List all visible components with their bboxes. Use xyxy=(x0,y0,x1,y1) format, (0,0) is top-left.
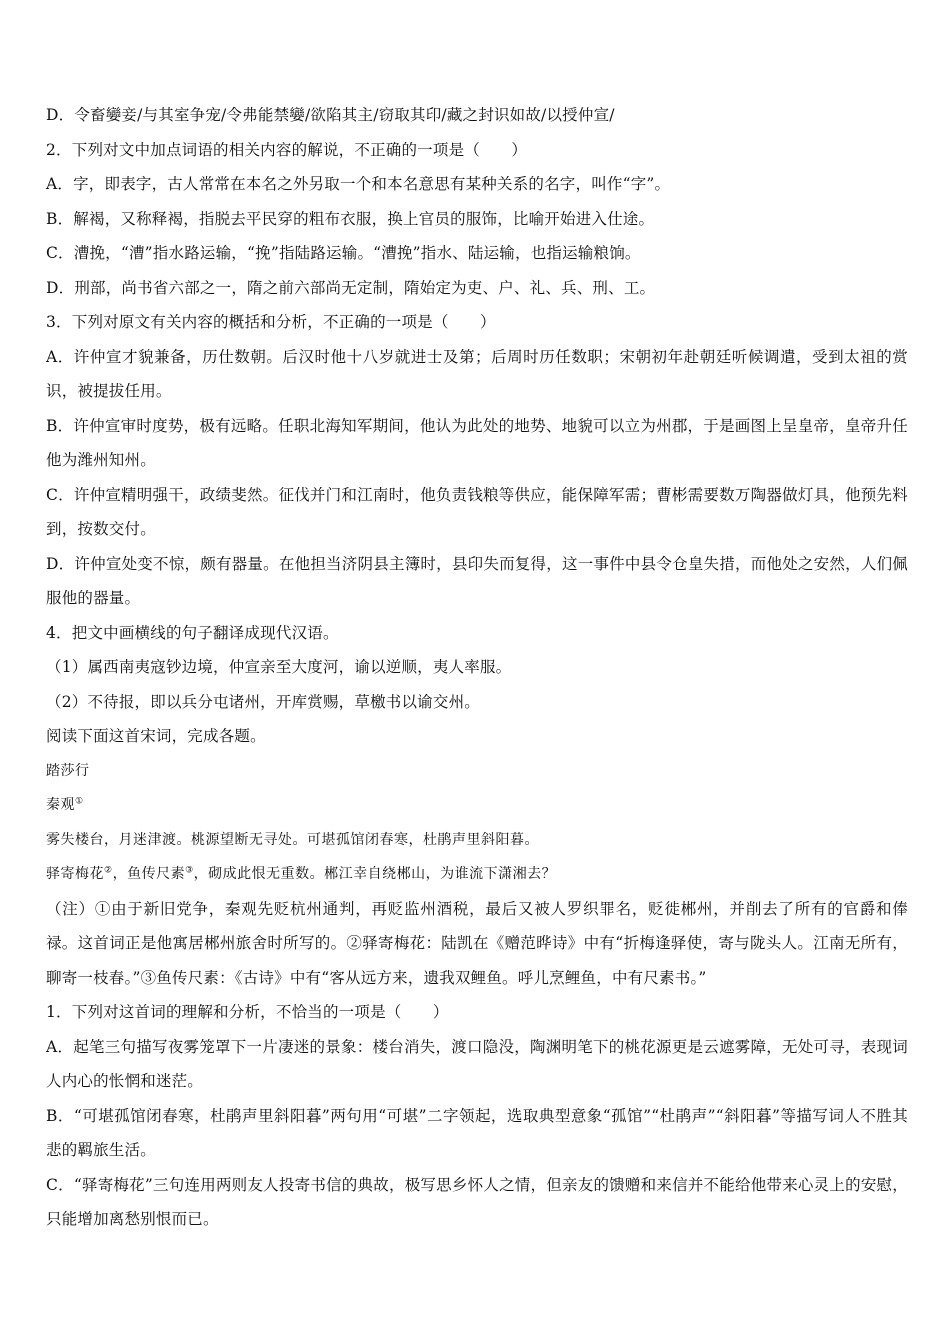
q4-item-2: （2）不待报，即以兵分屯诸州，开库赏赐，草檄书以谕交州。 xyxy=(46,692,480,711)
poem-annotation: （注）①由于新旧党争，秦观先贬杭州通判，再贬监州酒税，最后又被人罗织罪名，贬徙郴州，并削去了所有的官爵和俸禄。这首词正是他寓居郴州旅舍时所写的。②驿寄梅花：陆凯在《赠范晔诗》中有“折梅逢驿使，寄与陇头人。江南无所有，聊寄一枝春。”③鱼传尺素：《古诗》中有“客从远方来，遗我双鲤鱼。呼儿烹鲤鱼，中有尺素书。” xyxy=(46,899,908,987)
author-note-mark: ① xyxy=(75,796,84,807)
poem-author-line xyxy=(46,788,908,823)
q2-option-d: D．刑部，尚书省六部之一，隋之前六部尚无定制，隋始定为吏、户、礼、兵、刑、工。 xyxy=(46,278,656,297)
q3-option-b: B．许仲宣审时度势，极有远略。任职北海知军期间，他认为此处的地势、地貌可以立为州郡，于是画图上呈皇帝，皇帝升任他为潍州知州。 xyxy=(46,416,908,469)
q3-option-c: C．许仲宣精明强干，政绩斐然。征伐并门和江南时，他负责钱粮等供应，能保障军需；曹彬需要数万陶器做灯具，他预先料到，按数交付。 xyxy=(46,485,908,538)
q3-option-d: D．许仲宣处变不惊，颇有器量。在他担当济阴县主簿时，县印失而复得，这一事件中县令仓皇失措，而他处之安然，人们佩服他的器量。 xyxy=(46,554,908,607)
q2-stem: 2．下列对文中加点词语的相关内容的解说，不正确的一项是（ ） xyxy=(46,140,528,159)
poem-line-1: 雾失楼台，月迷津渡。桃源望断无寻处。可堪孤馆闭春寒，杜鹃声里斜阳暮。 xyxy=(46,831,539,848)
q3-option-a: A．许仲宣才貌兼备，历仕数朝。后汉时他十八岁就进士及第；后周时历任数职；宋朝初年赴朝廷听候调遣，受到太祖的赏识，被提拔任用。 xyxy=(46,347,908,400)
poem-q1-stem: 1．下列对这首词的理解和分析，不恰当的一项是（ ） xyxy=(46,1003,449,1021)
poem-line-2-text-a: 驿寄梅花 xyxy=(46,866,104,882)
q3-stem: 3．下列对原文有关内容的概括和分析，不正确的一项是（ ） xyxy=(46,313,496,331)
q2-option-c: C．漕挽，“漕”指水路运输，“挽”指陆路运输。“漕挽”指水、陆运输，也指运输粮饷。 xyxy=(46,244,641,262)
poem-line-2-text-b: ，鱼传尺素 xyxy=(112,866,186,882)
poem-q1-option-b: B．“可堪孤馆闭春寒，杜鹃声里斜阳暮”两句用“可堪”二字领起，选取典型意象“孤馆”“杜鹃声”“斜阳暮”等描写词人不胜其悲的羁旅生活。 xyxy=(46,1106,908,1159)
q2-option-a: A．字，即表字，古人常常在本名之外另取一个和本名意思有某种关系的名字，叫作“字”。 xyxy=(46,175,671,193)
poem-note-mark-2: ② xyxy=(104,865,113,876)
poem-title: 踏莎行 xyxy=(46,762,90,779)
q4-item-1: （1）属西南夷寇钞边境，仲宣亲至大度河，谕以逆顺，夷人率服。 xyxy=(46,658,512,676)
document-body xyxy=(46,98,908,1237)
q2-option-b: B．解褐，又称释褐，指脱去平民穿的粗布衣服，换上官员的服饰，比喻开始进入仕途。 xyxy=(46,209,655,228)
poem-line-2 xyxy=(46,857,908,892)
reading-intro: 阅读下面这首宋词，完成各题。 xyxy=(46,727,266,745)
poem-note-mark-3: ③ xyxy=(185,865,194,876)
poem-author: 秦观 xyxy=(46,797,75,813)
poem-line-2-text-c: ，砌成此恨无重数。郴江幸自绕郴山，为谁流下潇湘去？ xyxy=(193,866,557,882)
q1-option-d: D．令畜孌妾/与其室争宠/令弗能禁孌/欲陷其主/窃取其印/藏之封识如故/以授仲宣/ xyxy=(46,106,615,124)
q4-stem: 4．把文中画横线的句子翻译成现代汉语。 xyxy=(46,623,339,642)
poem-q1-option-a: A．起笔三句描写夜雾笼罩下一片凄迷的景象：楼台消失，渡口隐没，陶渊明笔下的桃花源更是云遮雾障，无处可寻，表现词人内心的怅惘和迷茫。 xyxy=(46,1037,908,1090)
poem-q1-option-c: C．“驿寄梅花”三句连用两则友人投寄书信的典故，极写思乡怀人之情，但亲友的馈赠和来信并不能给他带来心灵上的安慰，只能增加离愁别恨而已。 xyxy=(46,1175,908,1228)
